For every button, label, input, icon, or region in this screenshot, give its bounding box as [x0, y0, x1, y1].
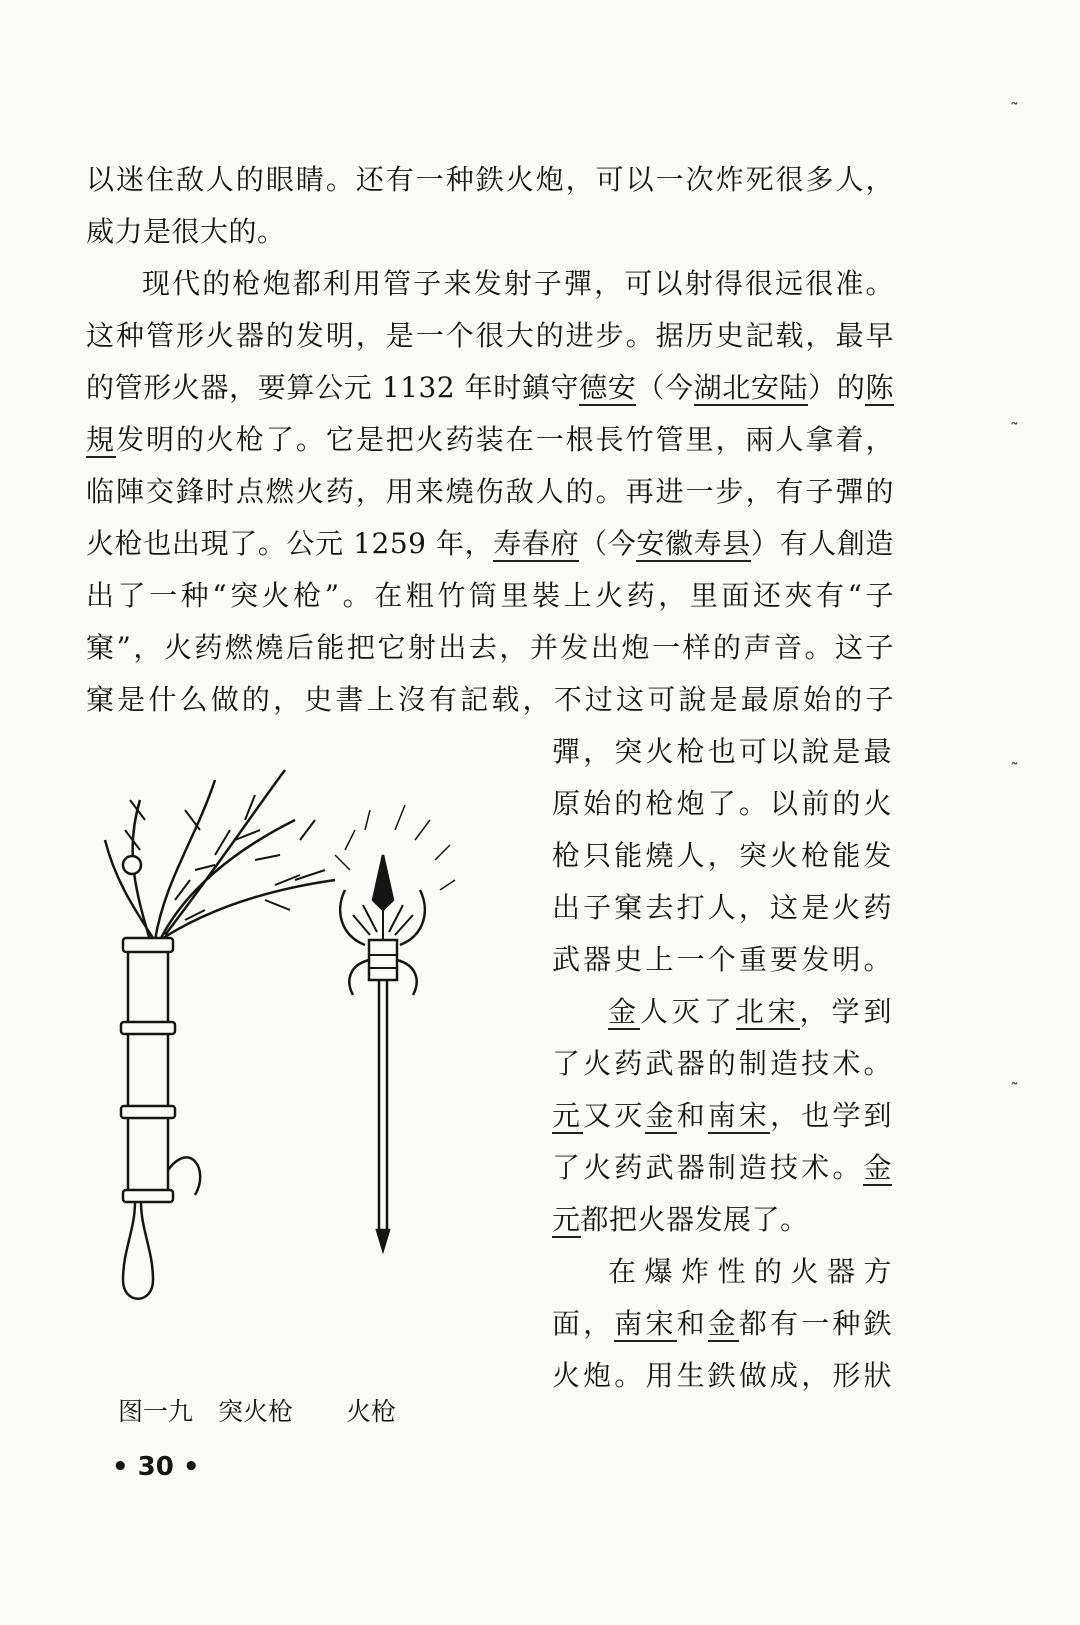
dynasty-name: 元: [552, 1099, 584, 1132]
scan-mark: ˜: [1010, 760, 1019, 781]
scan-mark: ˜: [1010, 100, 1019, 121]
dynasty-name: 北宋: [735, 995, 800, 1028]
person-name: 規: [86, 423, 116, 456]
figure-caption-number: 图一九: [118, 1397, 194, 1426]
dynasty-name: 金: [645, 1099, 677, 1132]
place-name: 安徽寿县: [636, 527, 751, 560]
dynasty-name: 南宋: [614, 1307, 677, 1340]
text-span: 人灭了: [639, 995, 736, 1028]
text-line: 临陣交鋒时点燃火药，用来燒伤敌人的。再进一步，有子彈的: [86, 475, 894, 508]
text-span: 都把火器发展了。: [580, 1203, 809, 1236]
place-name: 德安: [579, 371, 637, 404]
figure-illustration: [95, 760, 525, 1360]
place-name: 寿春府: [493, 527, 580, 560]
tu-huo-qiang-illustration: [105, 770, 335, 1299]
dynasty-name: 金: [707, 1307, 739, 1340]
text-line: [552, 1096, 892, 1136]
text-span: （今: [636, 371, 694, 404]
text-line: 威力是很大的。: [86, 215, 286, 248]
place-name: 湖北安陆: [693, 371, 809, 404]
figure-caption-item: 突火枪: [218, 1397, 294, 1426]
text-span: 面，: [552, 1307, 615, 1340]
text-span: 了火药武器制造技术。: [552, 1151, 864, 1184]
text-line: [86, 420, 894, 460]
text-span: ）有人創造: [750, 527, 894, 560]
text-line: 了火药武器的制造技术。: [552, 1047, 892, 1080]
text-span: ，学到: [799, 995, 892, 1028]
scan-mark: ˜: [1010, 420, 1019, 441]
text-line: 彈，突火枪也可以說是最: [552, 735, 892, 768]
text-line: [552, 1200, 892, 1240]
text-span: 都有一种鉄: [738, 1307, 892, 1340]
text-line: 在爆炸性的火器方: [608, 1255, 892, 1288]
person-name: 陈: [865, 371, 894, 404]
dynasty-name: 元: [552, 1203, 581, 1236]
text-span: ，也学到: [770, 1099, 892, 1132]
text-line: 现代的枪炮都利用管子来发射子彈，可以射得很远很准。: [142, 267, 894, 300]
text-line: [608, 992, 892, 1032]
text-line: 枪只能燒人，突火枪能发: [552, 839, 892, 872]
text-line: [552, 1304, 892, 1344]
figure-caption-item: 火枪: [346, 1397, 397, 1426]
text-line: [552, 1148, 892, 1188]
text-line: 出了一种“突火枪”。在粗竹筒里裝上火药，里面还夾有“子: [86, 579, 894, 612]
text-line: 武器史上一个重要发明。: [552, 943, 892, 976]
text-line: 出子窠去打人，这是火药: [552, 891, 892, 924]
text-line: [86, 368, 894, 408]
dynasty-name: 金: [608, 995, 640, 1028]
text-line: 火炮。用生鉄做成，形狀: [552, 1359, 892, 1392]
text-line: 窠是什么做的，史書上沒有記载，不过这可說是最原始的子: [86, 683, 894, 716]
text-span: ）的: [808, 371, 866, 404]
text-span: 发明的火枪了。它是把火药装在一根長竹管里，兩人拿着，: [115, 423, 894, 456]
dynasty-name: 南宋: [707, 1099, 771, 1132]
text-span: 又灭: [583, 1099, 646, 1132]
huo-qiang-illustration: [335, 805, 455, 1250]
text-span: 和: [676, 1099, 708, 1132]
dynasty-name: 金: [863, 1151, 892, 1184]
text-span: 的管形火器，要算公元 1132 年时鎮守: [86, 371, 580, 404]
text-line: 以迷住敌人的眼睛。还有一种鉄火炮，可以一次炸死很多人，: [86, 163, 894, 196]
text-span: （今: [579, 527, 637, 560]
text-span: 和: [676, 1307, 708, 1340]
text-line: 原始的枪炮了。以前的火: [552, 787, 892, 820]
text-span: 火枪也出現了。公元 1259 年，: [86, 527, 494, 560]
text-line: 窠”，火药燃燒后能把它射出去，并发出炮一样的声音。这子: [86, 631, 894, 664]
text-line: 这种管形火器的发明，是一个很大的进步。据历史記载，最早: [86, 319, 894, 352]
scan-mark: ˜: [1010, 1080, 1019, 1101]
text-line: [86, 524, 894, 564]
page-number: • 30 •: [112, 1452, 200, 1482]
